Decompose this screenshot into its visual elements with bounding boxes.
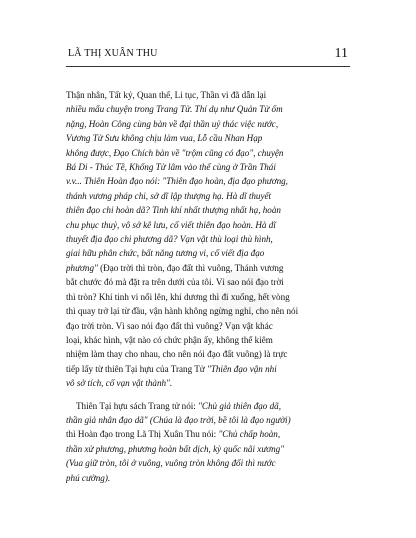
- text-segment: tiếp lấy từ thiên Tại hựu của Trang Tử: [66, 363, 207, 374]
- header-rule: [66, 66, 350, 67]
- text-segment: "Thiên đạo vận nhi: [207, 363, 277, 374]
- text-line: [66, 362, 352, 376]
- text-segment: Thiên Tại hựu sách Trang tử nói:: [76, 400, 199, 411]
- text-line: thần giả nhân đạo dã" (Chúa là đạo trời, bề tôi là đạo người): [66, 414, 291, 425]
- text-line: Thận nhân, Tất kỷ, Quan thế, Li tục, Thần vi đã dẫn lại: [66, 90, 267, 100]
- page-header: [68, 48, 348, 64]
- text-line: thánh vương pháp chi, sở dĩ lập thượng hạ. Hà dĩ thuyết: [66, 190, 272, 201]
- text-line: chu phục thuỷ, vô sở kê lưu, cố viết thiên đạo hoàn. Hà dĩ: [66, 219, 276, 230]
- text-segment: "Chủ chấp hoàn,: [218, 429, 281, 440]
- page-body: [66, 88, 352, 485]
- page-number: 11: [334, 46, 348, 61]
- text-line: vô sở tích, cố vạn vật thành".: [66, 378, 173, 389]
- text-line: không được, Đạo Chích bàn về "trộm cũng có đạo", chuyện: [66, 147, 284, 158]
- text-segment: "Chủ giả thiên đạo dã,: [198, 400, 281, 411]
- paragraph-2: [66, 399, 352, 485]
- text-segment: phương": [66, 262, 98, 273]
- paragraph-gap: [66, 391, 352, 399]
- text-line: thiên đạo chi hoàn dã? Tinh khí nhất thượng nhất hạ, hoàn: [66, 205, 281, 216]
- text-line: Vương Tử Sưu không chịu làm vua, Lỗ cầu Nhan Hạp: [66, 133, 263, 144]
- text-line: (Vua giữ tròn, tôi ở vuông, vuông tròn không đổi thì nước: [66, 458, 276, 469]
- paragraph-1: [66, 88, 352, 391]
- running-title: LÃ THỊ XUÂN THU: [68, 48, 158, 59]
- text-line: nặng, Hoàn Công cùng bàn về đại thần uỷ thác việc nước,: [66, 118, 279, 129]
- text-segment: thì Hoàn đạo trong Lã Thị Xuân Thu nói:: [66, 429, 219, 440]
- text-line: thì quay trở lại từ đầu, vận hành không ngừng nghỉ, cho nên nói: [66, 306, 299, 317]
- text-line: nhiều mẩu chuyện trong Trang Tử. Thí dụ như Quản Tử ốm: [66, 104, 283, 115]
- text-line: v.v... Thiên Hoàn đạo nói: "Thiên đạo hoàn, địa đạo phương,: [66, 176, 288, 187]
- text-line: phú cường).: [66, 472, 111, 483]
- text-line: [66, 261, 352, 275]
- text-line: thần xử phương, phương hoàn bất dịch, kỳ quốc nãi xương": [66, 443, 285, 454]
- text-line: bắt chước đó mà đặt ra trên dưới của tôi. Vì sao nói đạo trời: [66, 277, 284, 288]
- text-line: Bá Di - Thúc Tề, Khổng Tử lâm vào thế cùng ở Trần Thái: [66, 162, 276, 173]
- text-line: giai hữu phân chức, bất năng tương vi, cố viết địa đạo: [66, 248, 265, 259]
- text-line: nhiệm làm thay cho nhau, cho nên nói đạo đất vuông) là trực: [66, 349, 288, 360]
- text-line: đạo trời tròn. Vì sao nói đạo đất thì vuông? Vạn vật khác: [66, 320, 273, 331]
- text-segment: (Đạo trời thì tròn, đạo đất thì vuông, Thánh vương: [97, 262, 284, 273]
- text-line: loại, khác hình, vật nào có chức phận ấy, không thể kiêm: [66, 334, 273, 345]
- text-line: thuyết địa đạo chi phương dã? Vạn vật thù loại thù hình,: [66, 234, 273, 245]
- text-line: [66, 427, 352, 441]
- text-line: [66, 399, 352, 413]
- text-line: thì tròn? Khí tinh vi nổi lên, khí dương thì đi xuống, hết vòng: [66, 291, 290, 302]
